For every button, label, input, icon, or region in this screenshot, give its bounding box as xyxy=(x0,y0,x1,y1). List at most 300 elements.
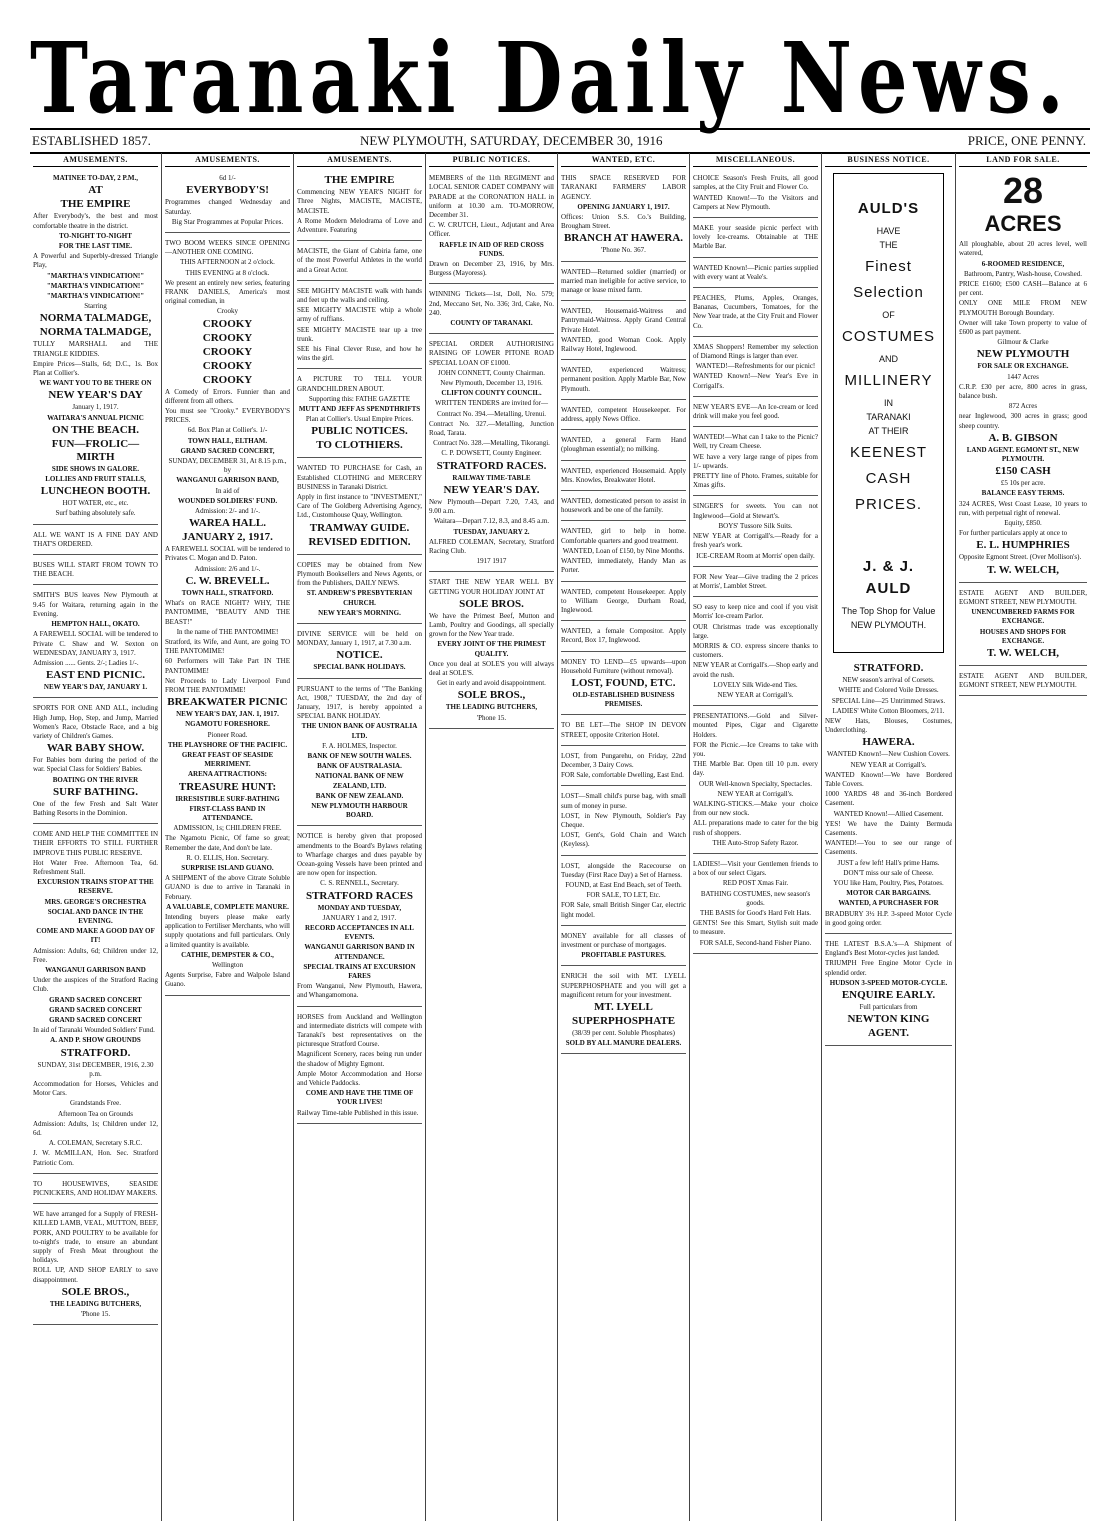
ad-line: 'Phone No. 367. xyxy=(601,246,646,255)
ad-line: GENTS! See this Smart, Stylish suit made to measure. xyxy=(693,919,818,937)
ad-line: WANTED, a female Compositor. Apply Record, Box 17, Inglewood. xyxy=(561,627,686,645)
ad-line: F. A. HOLMES, Inspector. xyxy=(322,741,397,750)
ad-line: WANTED!—Refreshments for our picnic! xyxy=(695,362,816,371)
ad-line: RAILWAY TIME-TABLE xyxy=(452,473,531,482)
ad-line: STRATFORD RACES. xyxy=(436,459,547,472)
ad-line: COME AND HELP THE COMMITTEE IN THEIR EFFORTS TO STILL FURTHER IMPROVE THIS PUBLIC RESERVE. xyxy=(33,830,158,857)
advertisement xyxy=(297,682,422,827)
advertisement xyxy=(561,433,686,460)
ad-line: STRATFORD. xyxy=(853,662,924,675)
ad-line: Intending buyers please make early application to Fertiliser Merchants, who will supply quotations and full particulars. Only a limited quantity is available. xyxy=(165,912,290,949)
ad-line: GRAND SACRED CONCERT, xyxy=(180,446,275,455)
ad-line: BRADBURY 3½ H.P. 3-speed Motor Cycle in good going order. xyxy=(825,909,952,927)
ad-line: AGENT. xyxy=(867,1027,910,1040)
advertisement xyxy=(33,558,158,585)
advertisement xyxy=(693,709,818,854)
box-line: AT THEIR xyxy=(868,426,909,437)
ad-line: ENRICH the soil with MT. LYELL SUPERPHOSPHATE and you will get a magnificent return for your investment. xyxy=(561,972,686,999)
ad-line: JUST a few left! Hall's prime Hams. xyxy=(837,858,940,867)
ad-line: SPORTS FOR ONE AND ALL, including High Jump, Hop, Step, and Jump, Married Women's Race, Obstacle Race, and a big variety of Children's Games. xyxy=(33,704,158,740)
ad-line: Owner will take Town property to value of £600 as part payment. xyxy=(959,318,1087,337)
column-amusements-2 xyxy=(162,153,294,1521)
advertisement xyxy=(561,363,686,400)
ad-line: New Plymouth—Depart 7.20, 7.43, and 9.00 a.m. xyxy=(429,497,554,516)
ad-line: WOUNDED SOLDIERS' FUND. xyxy=(177,496,278,505)
ad-line: FOR THE LAST TIME. xyxy=(58,242,133,251)
ad-line: AT xyxy=(88,184,103,197)
column-header: PUBLIC NOTICES. xyxy=(429,153,554,167)
ad-line: WANTED Known!—New Cushion Covers. xyxy=(827,750,950,759)
ad-line: "MARTHA'S VINDICATION!" xyxy=(46,292,145,301)
ad-line: NATIONAL BANK OF NEW ZEALAND, LTD. xyxy=(315,772,404,790)
box-line: PRICES. xyxy=(854,496,922,514)
ad-line: SOLD BY ALL MANURE DEALERS. xyxy=(565,1039,682,1048)
ad-line: JOHN CONNETT, County Chairman. xyxy=(438,368,545,377)
ad-line: PROFITABLE PASTURES. xyxy=(581,951,666,960)
advertisement xyxy=(693,340,818,397)
ad-line: 60 Performers will Take Part IN THE PANTOMIME! xyxy=(165,657,290,675)
box-line: TARANAKI xyxy=(866,412,911,423)
ad-line: GREAT FEAST OF SEASIDE MERRIMENT. xyxy=(181,750,274,769)
ad-line: NEW YEAR at Corrigall's. xyxy=(850,760,927,769)
ad-line: SPECIAL BANK HOLIDAYS. xyxy=(313,663,406,672)
ad-line: NEWTON KING xyxy=(847,1013,930,1026)
advertisement xyxy=(561,789,686,855)
column-amusements-3 xyxy=(294,153,426,1521)
ad-line: After Everybody's, the best and most comfortable theatre in the district. xyxy=(33,212,158,230)
advertisement xyxy=(297,171,422,241)
column-business-notice xyxy=(822,153,956,1521)
advertisement xyxy=(693,221,818,258)
ad-line: Crooky xyxy=(217,307,238,316)
advertisement xyxy=(33,1207,158,1325)
aulds-advertisement xyxy=(833,173,944,653)
advertisement xyxy=(561,624,686,651)
ad-line: WANTED Known!—Allied Casement. xyxy=(833,809,944,818)
column-header: MISCELLANEOUS. xyxy=(693,153,818,167)
advertisement xyxy=(561,969,686,1054)
ad-line: Full particulars from xyxy=(859,1003,918,1012)
ad-line: Once you deal at SOLE'S you will always deal at SOLE'S. xyxy=(429,659,554,677)
ad-line: CROOKY xyxy=(202,317,253,330)
ad-line: TRAMWAY GUIDE. xyxy=(309,521,410,534)
ad-line: ONLY ONE MILE FROM NEW PLYMOUTH Borough Boundary. xyxy=(959,299,1087,317)
ad-line: FUN—FROLIC—MIRTH xyxy=(51,437,140,463)
ad-line: MT. LYELL xyxy=(594,1001,653,1013)
ad-line: A SHIPMENT of the above Citrate Soluble GUANO is due to arrive in Taranaki in February. xyxy=(165,874,290,901)
advertisement xyxy=(693,430,818,496)
ad-line: LADIES!—Visit your Gentlemen friends to a box of our select Cigars. xyxy=(693,859,818,878)
advertisement xyxy=(561,859,686,926)
ad-line: STRATFORD. xyxy=(60,1046,131,1059)
ad-line: ALFRED COLEMAN, Secretary, Stratford Racing Club. xyxy=(429,537,554,555)
ad-line: Drawn on December 23, 1916, by Mrs. Burgess (Mayoress). xyxy=(429,260,554,278)
ad-line: THIS AFTERNOON at 2 o'clock. xyxy=(180,258,275,267)
ad-line: DON'T miss our sale of Cheese. xyxy=(843,868,934,877)
ad-line: WANTED, Housemaid-Waitress and Pantrymaid-Waitress. Apply Grand Central Private Hotel. xyxy=(561,307,686,334)
ad-line: WANTED, experienced Housemaid. Apply Mrs. Knowles, Breakwater Hotel. xyxy=(561,466,686,484)
ad-line: MONDAY AND TUESDAY, xyxy=(317,903,402,912)
ad-line: NEW YEAR at Corrigall's.—Ready for a fresh year's work. xyxy=(693,532,818,550)
ad-line: We have the Primest Beef, Mutton and Lamb, Poultry and Goodings, all specially grown for the New Year trade. xyxy=(429,611,554,639)
ad-line: C. W. BREVELL. xyxy=(185,574,270,587)
ad-line: ESTATE AGENT AND BUILDER, EGMONT STREET, NEW PLYMOUTH. xyxy=(959,671,1087,690)
ad-line: NEW YEAR at Corrigall's. xyxy=(717,690,794,699)
ad-line: THE BASIS for Good's Hard Felt Hats. xyxy=(699,909,812,917)
ad-line: TRIUMPH Free Engine Motor Cycle in splendid order. xyxy=(825,959,952,977)
advertisement xyxy=(429,337,554,572)
box-line: IN xyxy=(884,398,893,409)
ad-line: WE WANT YOU TO BE THERE ON xyxy=(39,379,152,388)
ad-line: Plan at Collier's. Usual Empire Prices. xyxy=(305,415,414,424)
ad-line: GRAND SACRED CONCERT xyxy=(49,995,142,1004)
established: ESTABLISHED 1857. xyxy=(32,133,151,148)
ad-line: Admission: Adults, 6d; Children under 12, Free. xyxy=(33,946,158,964)
ad-line: SPECIAL TRAINS AT EXCURSION FARES xyxy=(303,962,416,980)
ad-line: FOUND, at East End Beach, set of Teeth. xyxy=(565,880,682,889)
ad-line: ON THE BEACH. xyxy=(52,423,139,436)
advertisement xyxy=(561,929,686,967)
ad-line: OLD-ESTABLISHED BUSINESS PREMISES. xyxy=(572,690,675,709)
ad-line: GRAND SACRED CONCERT xyxy=(49,1005,142,1014)
ad-line: MACISTE, the Giant of Cabiria fame, one of the most Powerful Athletes in the world and a Great Actor. xyxy=(297,247,422,274)
advertisement xyxy=(693,600,818,706)
ad-line: SURPRISE ISLAND GUANO. xyxy=(181,863,274,872)
ad-line: LOLLIES AND FRUIT STALLS, xyxy=(45,475,146,484)
ad-line: WANTED, good Woman Cook. Apply Railway Hotel, Inglewood. xyxy=(561,335,686,354)
ad-line: DIVINE SERVICE will be held on MONDAY, January 1, 1917, at 7.30 a.m. xyxy=(297,629,422,648)
issue-date: NEW PLYMOUTH, SATURDAY, DECEMBER 30, 1916 xyxy=(360,133,663,148)
ad-line: RECORD ACCEPTANCES IN ALL EVENTS. xyxy=(305,923,414,942)
ad-line: SO easy to keep nice and cool if you visit Morris' Ice-cream Parlor. xyxy=(693,603,818,621)
ad-line: FIRST-CLASS BAND IN ATTENDANCE. xyxy=(189,804,266,822)
ad-line: ADMISSION, 1s; CHILDREN FREE. xyxy=(173,824,282,833)
ad-line: A Powerful and Superbly-dressed Triangle Play, xyxy=(33,252,158,270)
ad-line: Contract No. 394.—Metalling, Urenui. xyxy=(436,409,547,418)
masthead-title: Taranaki Daily News. xyxy=(30,22,1070,136)
ad-line: 'Phone 15. xyxy=(80,1310,111,1319)
ad-line: New Plymouth, December 13, 1916. xyxy=(440,379,543,388)
ad-line: WANTED Known!—To the Visitors and Campers at New Plymouth. xyxy=(693,193,818,211)
advertisement xyxy=(561,464,686,491)
ad-line: HUDSON 3-SPEED MOTOR-CYCLE. xyxy=(829,978,948,987)
ad-line: J. W. McMILLAN, Hon. Sec. Stratford Patriotic Com. xyxy=(33,1149,158,1167)
advertisement xyxy=(165,236,290,996)
ad-line: CHOICE Season's Fresh Fruits, all good samples, at the City Fruit and Flower Co. xyxy=(693,174,818,192)
column-amusements-1 xyxy=(30,153,162,1521)
ad-line: C. P. DOWSETT, County Engineer. xyxy=(441,449,542,458)
ad-line: NOTICE. xyxy=(336,649,383,662)
ad-line: "MARTHA'S VINDICATION!" xyxy=(46,271,145,280)
ad-line: Commencing NEW YEAR'S NIGHT for Three Nights, MACISTE, MACISTE, MACISTE. xyxy=(297,188,422,215)
box-line: AULD'S xyxy=(857,200,920,218)
box-line: THE xyxy=(879,240,898,251)
ad-line: THIS EVENING at 8 o'clock. xyxy=(185,268,270,277)
advertisement xyxy=(297,284,422,370)
ad-line: WANGANUI GARRISON BAND xyxy=(45,965,146,974)
column-wanted xyxy=(558,153,690,1521)
ad-line: MRS. GEORGE'S ORCHESTRA xyxy=(44,897,147,906)
ad-line: THE PLAYSHORE OF THE PACIFIC. xyxy=(167,740,288,749)
ad-line: NEW YEAR'S MORNING. xyxy=(318,608,401,617)
ad-line: CROOKY xyxy=(202,359,253,372)
ad-line: Equity, £850. xyxy=(1004,519,1042,528)
ad-line: TWO BOOM WEEKS SINCE OPENING —ANOTHER ONE COMING. xyxy=(165,239,290,257)
ad-line: A FAREWELL SOCIAL will be tendered to Privates C. Mogan and D. Paton. xyxy=(165,545,290,563)
advertisement xyxy=(33,528,158,555)
advertisement xyxy=(693,291,818,337)
ad-line: ALL WE WANT IS A FINE DAY AND THAT'S ORDERED. xyxy=(33,530,158,548)
ad-line: LUNCHEON BOOTH. xyxy=(40,485,151,498)
ad-line: A VALUABLE, COMPLETE MANURE. xyxy=(166,902,289,911)
ad-line: THE Auto-Strop Safety Razor. xyxy=(712,838,799,847)
ad-line: HEMPTON HALL, OKATO. xyxy=(51,620,140,629)
acre-count: 28 xyxy=(1002,170,1044,212)
ad-line: A. B. GIBSON xyxy=(988,431,1058,444)
ad-line: TOWN HALL, STRATFORD. xyxy=(181,588,274,597)
advertisement xyxy=(561,403,686,430)
ad-line: A PICTURE TO TELL YOUR GRANDCHILDREN ABOUT. xyxy=(297,375,422,393)
ad-line: NOTICE is hereby given that proposed amendments to the Board's Bylaws relating to Wharfage charges and dues payable by Ocean-going Vessels have been printed and are now open for inspection. xyxy=(297,832,422,878)
ad-line: PRICE £1600; £500 CASH—Balance at 6 per cent. xyxy=(959,280,1087,298)
advertisement xyxy=(561,585,686,622)
advertisement xyxy=(429,287,554,334)
ad-line: TO BE LET—The SHOP IN DEVON STREET, opposite Criterion Hotel. xyxy=(561,721,686,739)
ad-line: BANK OF AUSTRALASIA. xyxy=(317,762,402,771)
ad-line: PUBLIC NOTICES. xyxy=(311,425,408,438)
advertisement xyxy=(693,857,818,954)
advertisement xyxy=(297,1010,422,1124)
ad-line: OUR Well-known Specialty, Spectacles. xyxy=(699,779,812,788)
ad-line: ESTATE AGENT AND BUILDER, EGMONT STREET, NEW PLYMOUTH. xyxy=(959,588,1087,606)
ad-line: HAWERA. xyxy=(862,736,915,749)
ad-line: SURF BATHING. xyxy=(53,785,138,798)
column-header: BUSINESS NOTICE. xyxy=(825,153,952,167)
advertisement xyxy=(429,575,554,728)
ad-line: BANK OF NEW ZEALAND. xyxy=(315,791,404,800)
ad-line: CROOKY xyxy=(202,345,253,358)
advertisement xyxy=(297,558,422,624)
ad-line: YOU like Ham, Poultry, Pies, Potatoes. xyxy=(833,879,944,888)
advertisement xyxy=(693,400,818,427)
masthead xyxy=(0,0,1114,136)
column-header: WANTED, ETC. xyxy=(561,153,686,167)
ad-line: near Inglewood, 300 acres in grass; good sheep country. xyxy=(959,412,1087,430)
ad-line: EVERYBODY'S! xyxy=(186,184,269,197)
ad-line: LOST, in New Plymouth, Soldier's Pay Cheque. xyxy=(561,811,686,829)
ad-line: One of the few Fresh and Salt Water Bathing Resorts in the Dominion. xyxy=(33,799,158,817)
advertisement xyxy=(33,588,158,698)
box-line: Selection xyxy=(853,284,924,302)
acres-label: ACRES xyxy=(984,211,1062,237)
column-public-notices xyxy=(426,153,558,1521)
ad-line: BRANCH AT HAWERA. xyxy=(563,232,684,245)
ad-line: LOST—Small child's purse bag, with small sum of money in purse. xyxy=(561,792,686,810)
ad-line: THE LATEST B.S.A.'s—A Shipment of England's Best Motor-cycles just landed. xyxy=(825,940,952,958)
ad-line: C.R.P. £30 per acre, 800 acres in grass, balance bush. xyxy=(959,382,1087,401)
box-line: AND xyxy=(878,354,898,365)
box-line: COSTUMES xyxy=(841,328,935,346)
ad-line: MATINEE TO-DAY, 2 P.M., xyxy=(53,174,138,183)
ad-line: WANGANUI GARRISON BAND, xyxy=(176,476,279,485)
ad-line: R. O. ELLIS, Hon. Secretary. xyxy=(186,853,269,862)
ad-line: COME AND HAVE THE TIME OF YOUR LIVES! xyxy=(305,1089,414,1107)
advertisement xyxy=(561,171,686,261)
advertisement xyxy=(297,372,422,458)
ad-line: Surf bathing absolutely safe. xyxy=(55,509,136,518)
ad-line: COUNTY OF TARANAKI. xyxy=(450,319,533,328)
ad-line: OPENING JANUARY 1, 1917. xyxy=(577,202,670,211)
ad-line: YES! We have the Dainty Bermuda Casements. xyxy=(825,819,952,838)
advertisement xyxy=(33,1177,158,1204)
advertisement xyxy=(959,669,1087,696)
ad-line: FOR the Picnic.—Ice Creams to take with you. xyxy=(693,740,818,758)
advertisement xyxy=(693,171,818,218)
ad-line: C. S. RENNELL, Secretary. xyxy=(320,879,399,888)
ad-line: NEW Hats, Blouses, Costumes, Underclothing. xyxy=(825,717,952,735)
ad-line: You must see "Crooky." EVERYBODY'S PRICES. xyxy=(165,407,290,425)
ad-line: WALKING-STICKS.—Make your choice from our new stock. xyxy=(693,799,818,818)
advertisement xyxy=(959,237,1087,582)
ad-line: Get in early and avoid disappointment. xyxy=(437,679,546,688)
ad-line: Wellington xyxy=(212,961,243,969)
ad-line: TULLY MARSHALL and THE TRIANGLE KIDDIES. xyxy=(33,340,158,358)
ad-line: WE have arranged for a Supply of FRESH-KILLED LAMB, VEAL, MUTTON, BEEF, PORK, AND POULTRY to be available for to-night's trade, to ensure an abundant supply of Fresh Meat throughout the holidays. xyxy=(33,1210,158,1265)
ad-line: WANTED—Returned soldier (married) or married man ineligible for active service, to manage or lease mixed farm. xyxy=(561,267,686,295)
ad-line: WANTED Known!—New Year's Eve in Corrigall's. xyxy=(693,372,818,390)
ad-line: CROOKY xyxy=(202,331,253,344)
advertisement xyxy=(165,171,290,233)
ad-line: PEACHES, Plums, Apples, Oranges, Bananas, Cucumbers, Tomatoes, for the New Year trade, at the City Fruit and Flower Co. xyxy=(693,294,818,330)
ad-line: CATHIE, DEMPSTER & CO., xyxy=(181,950,274,959)
ad-line: WE have a very large range of pipes from 1/- upwards. xyxy=(693,452,818,470)
ad-line: E. L. HUMPHRIES xyxy=(976,539,1070,552)
box-line: CASH xyxy=(865,470,912,488)
ad-line: PURSUANT to the terms of "The Banking Act, 1908," TUESDAY, the 2nd day of January, 1917, is hereby appointed a SPECIAL BANK HOLIDAY. xyxy=(297,684,422,721)
ad-line: Supporting this: FATHE GAZETTE xyxy=(308,394,411,403)
ad-line: Empire Prices—Stalls, 6d; D.C., 1s. Box Plan at Collier's. xyxy=(33,359,158,378)
ad-line: NEW YEAR at Corrigall's.—Shop early and avoid the rush. xyxy=(693,661,818,679)
advertisement xyxy=(33,701,158,824)
box-line: Finest xyxy=(865,258,912,276)
ad-line: Stratford, its Wife, and Aunt, are going TO THE PANTOMIME! xyxy=(165,637,290,656)
ad-line: TO HOUSEWIVES, SEASIDE PICNICKERS, AND HOLIDAY MAKERS. xyxy=(33,1179,158,1198)
box-line: HAVE xyxy=(876,226,901,237)
ad-line: ICE-CREAM Room at Morris' open daily. xyxy=(696,551,815,560)
ad-line: BOATING ON THE RIVER xyxy=(52,775,139,784)
ad-line: IRRESISTIBLE SURF-BATHING xyxy=(175,794,280,803)
ad-line: WAR BABY SHOW. xyxy=(46,742,145,755)
ad-line: MORRIS & CO. express sincere thanks to customers. xyxy=(693,641,818,660)
ad-line: MONEY available for all classes of investment or purchase of mortgages. xyxy=(561,931,686,949)
advertisement xyxy=(561,524,686,581)
ad-line: A FAREWELL SOCIAL will be tendered to Private C. Shaw and W. Sexton on WEDNESDAY, JANUARY 3, 1917. xyxy=(33,630,158,657)
ad-line: Afternoon Tea on Grounds xyxy=(57,1109,133,1118)
ad-line: NEW YEAR'S EVE—An Ice-cream or Iced drink will make you feel good. xyxy=(693,402,818,421)
ad-line: WANTED!—You to see our range of Casements. xyxy=(825,839,952,857)
ad-line: SEE MIGHTY MACISTE whip a whole army of ruffians. xyxy=(297,306,422,324)
ad-line: Ample Motor Accommodation and Horse and Vehicle Paddocks. xyxy=(297,1069,422,1088)
ad-line: Hot Water Free. Afternoon Tea, 6d. Refreshment Stall. xyxy=(33,858,158,876)
ad-line: Offices: Union S.S. Co.'s Building, Brougham Street. xyxy=(561,213,686,231)
ad-line: BUSES WILL START FROM TOWN TO THE BEACH. xyxy=(33,561,158,579)
ad-line: Accommodation for Horses, Vehicles and Motor Cars. xyxy=(33,1080,158,1098)
ad-line: LOST, Gent's, Gold Chain and Watch (Keyless). xyxy=(561,831,686,849)
ad-line: Big Star Programmes at Popular Prices. xyxy=(171,217,284,226)
box-line: NEW PLYMOUTH. xyxy=(850,620,927,631)
ad-line: A Rome Modern Melodrama of Love and Adventure. Featuring xyxy=(297,216,422,235)
ad-line: STRATFORD RACES xyxy=(305,889,414,902)
ad-line: ARENA ATTRACTIONS: xyxy=(187,770,268,779)
ad-line: PRETTY line of Photo. Frames, suitable for Xmas gifts. xyxy=(693,472,818,490)
ad-line: THE EMPIRE xyxy=(60,198,131,211)
advertisement xyxy=(561,494,686,521)
ad-line: C. W. CRUTCH, Lieut., Adjutant and Area Officer. xyxy=(429,221,554,239)
ad-line: ST. ANDREW'S PRESBYTERIAN CHURCH. xyxy=(306,589,413,607)
box-line: MILLINERY xyxy=(844,372,933,390)
ad-line: WANTED, domesticated person to assist in housework and be one of the family. xyxy=(561,497,686,515)
ad-line: WINNING Tickets—1st, Doll, No. 579; 2nd, Meccano Set, No. 336; 3rd, Cake, No. 240. xyxy=(429,290,554,317)
ad-line: SEE MIGHTY MACISTE walk with hands and feet up the walls and ceiling. xyxy=(297,286,422,305)
column-header: LAND FOR SALE. xyxy=(959,153,1087,167)
price: PRICE, ONE PENNY. xyxy=(967,133,1086,148)
advertisement xyxy=(693,570,818,597)
ad-line: PRESENTATIONS.—Gold and Silver-mounted Pipes, Cigar and Cigarette Holders. xyxy=(693,712,818,739)
ad-line: SINGER'S for sweets. You can not Inglewood—Gold at Stewart's. xyxy=(693,502,818,520)
ad-line: We present an entirely new series, featuring FRANK DANIELS, America's most original comedian, in xyxy=(165,278,290,306)
ad-line: Admission: 2/- and 1/-. xyxy=(195,507,260,516)
ad-line: "MARTHA'S VINDICATION!" xyxy=(46,281,145,290)
ad-line: TO CLOTHIERS. xyxy=(316,439,403,452)
advertisement xyxy=(561,718,686,745)
advertisement xyxy=(825,937,952,1046)
ad-line: NEW YEAR'S DAY. xyxy=(443,483,540,496)
ad-line: MEMBERS of the 11th REGIMENT and LOCAL SENIOR CADET COMPANY will PARADE at the CORONATION HALL in uniform at 10.30 a.m. TO-MORROW, December 31. xyxy=(429,174,554,220)
ad-line: THE LEADING BUTCHERS, xyxy=(49,1299,142,1308)
ad-line: NEW season's arrival of Corsets. xyxy=(842,676,935,685)
ad-line: WANTED, girl to help in home. Comfortable quarters and good treatment. xyxy=(561,527,686,545)
ad-line: For further particulars apply at once to xyxy=(959,529,1068,538)
ad-line: LOST, from Pungarehu, on Friday, 22nd December, 3 Dairy Cows. xyxy=(561,751,686,769)
column-header: AMUSEMENTS. xyxy=(33,153,158,167)
ad-line: Railway Time-table Published in this issue. xyxy=(297,1108,419,1117)
ad-line: CLIFTON COUNTY COUNCIL. xyxy=(441,389,542,398)
ad-line: Starring xyxy=(84,302,107,311)
ad-line: BOYS' Tussore Silk Suits. xyxy=(718,521,793,530)
ad-line: THE LEADING BUTCHERS, xyxy=(445,703,538,712)
ad-line: £150 CASH xyxy=(995,465,1051,478)
advertisement xyxy=(693,499,818,566)
advertisement xyxy=(429,171,554,284)
advertisement xyxy=(561,265,686,302)
ad-line: NORMA TALMADGE, xyxy=(39,326,152,339)
ad-line: WANTED TO PURCHASE for Cash, an Established CLOTHING and MERCERY BUSINESS in Taranaki District. xyxy=(297,464,422,491)
ad-line: OUR Christmas trade was exceptionally large. xyxy=(693,622,818,640)
ad-line: LOST, alongside the Racecourse on Tuesday (First Race Day) a Set of Harness. xyxy=(561,861,686,879)
ad-line: BATHING COSTUMES, new season's goods. xyxy=(700,889,811,907)
ad-line: WANTED, immediately, Handy Man as Porter. xyxy=(561,557,686,575)
ad-line: WANTED, Loan of £150, by Nine Months. xyxy=(562,546,685,555)
advertisement xyxy=(33,171,158,524)
ad-line: SUNDAY, 31st DECEMBER, 1916, 2.30 p.m. xyxy=(37,1060,154,1078)
ad-line: Contract No. 328.—Metalling, Tikorangi. xyxy=(433,439,550,448)
ad-line: COPIES may be obtained from New Plymouth Booksellers and News Agents, or from the Publishers, DAILY NEWS. xyxy=(297,560,422,588)
ad-line: January 1, 1917. xyxy=(72,403,119,412)
ad-line: MUTT AND JEFF AS SPENDTHRIFTS xyxy=(298,405,421,414)
ad-line: 1000 YARDS 48 and 36-inch Bordered Casement. xyxy=(825,790,952,808)
land-28-acres-ad xyxy=(959,171,1087,237)
ad-line: LOVELY Silk Wide-end Ties. xyxy=(713,680,798,689)
